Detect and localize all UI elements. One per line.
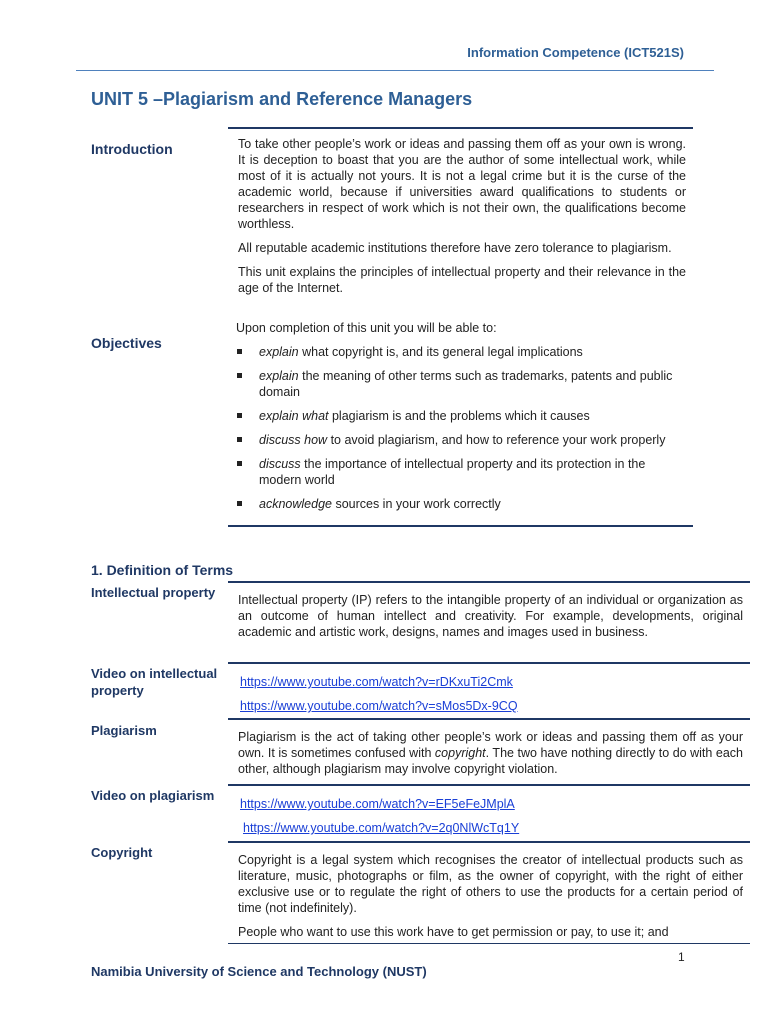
objectives-lead: Upon completion of this unit you will be able to: bbox=[236, 321, 497, 335]
video-plagiarism-link[interactable]: https://www.youtube.com/watch?v=2q0NlWcTq1Y bbox=[243, 821, 520, 835]
video-ip-link[interactable]: https://www.youtube.com/watch?v=sMos5Dx-9CQ bbox=[240, 699, 518, 713]
intro-paragraph: This unit explains the principles of intellectual property and their relevance in the age of the Internet. bbox=[238, 265, 686, 295]
copyright-paragraph: People who want to use this work have to get permission or pay, to use it; and bbox=[238, 925, 669, 939]
plagiarism-label: Plagiarism bbox=[91, 723, 157, 738]
objective-item: explain what plagiarism is and the problems which it causes bbox=[236, 408, 676, 424]
header-divider bbox=[76, 70, 714, 71]
objective-item: explain the meaning of other terms such as trademarks, patents and public domain bbox=[236, 368, 676, 400]
copyright-label: Copyright bbox=[91, 845, 153, 860]
video-ip-bottom-rule bbox=[228, 718, 750, 720]
objectives-label: Objectives bbox=[91, 335, 162, 351]
unit-title: UNIT 5 –Plagiarism and Reference Managers bbox=[91, 89, 473, 109]
objective-item: discuss how to avoid plagiarism, and how to reference your work properly bbox=[236, 432, 676, 448]
footer-institution: Namibia University of Science and Technology (NUST) bbox=[91, 964, 427, 979]
video-plagiarism-link[interactable]: https://www.youtube.com/watch?v=EF5eFeJMplA bbox=[240, 797, 515, 811]
copyright-text bbox=[238, 852, 743, 948]
copyright-paragraph: Copyright is a legal system which recognises the creator of intellectual products such as literature, music, photographs or film, as the owner of copyright, with the right of either exclusive use or to regulate the right of others to use the products for a certain period of time (not indefinitely). bbox=[238, 853, 743, 915]
objective-item: acknowledge sources in your work correctly bbox=[236, 496, 676, 512]
intro-paragraph: All reputable academic institutions therefore have zero tolerance to plagiarism. bbox=[238, 241, 672, 255]
video-plagiarism-bottom-rule bbox=[228, 841, 750, 843]
ip-bottom-rule bbox=[228, 662, 750, 664]
objectives-list bbox=[236, 344, 676, 520]
introduction-label: Introduction bbox=[91, 141, 173, 157]
ip-text: Intellectual property (IP) refers to the intangible property of an individual or organization as an outcome of human intellect and creativity. For example, developments, original academic and artistic work, designs, names and images used in business. bbox=[238, 593, 743, 639]
ip-top-rule bbox=[228, 581, 750, 583]
video-ip-label: Video on intellectual property bbox=[91, 666, 218, 698]
page-number: 1 bbox=[678, 950, 685, 964]
intro-text bbox=[238, 136, 686, 304]
intro-paragraph: To take other people’s work or ideas and passing them off as your own is wrong. It is deception to boast that you are the author of some intellectual work, while most of it is actually not yours. It is not a legal crime but it is the curse of the academic world, because if universities award qualifications to students or researchers in respect of work which is not their own, the qualifications become worthless. bbox=[238, 137, 686, 231]
ip-label: Intellectual property bbox=[91, 585, 216, 600]
course-header: Information Competence (ICT521S) bbox=[467, 45, 684, 60]
definitions-heading: 1. Definition of Terms bbox=[91, 562, 234, 578]
video-ip-link[interactable]: https://www.youtube.com/watch?v=rDKxuTi2Cmk bbox=[240, 675, 513, 689]
intro-top-rule bbox=[228, 127, 693, 129]
plagiarism-bottom-rule bbox=[228, 784, 750, 786]
page-bottom-rule bbox=[228, 943, 750, 944]
objective-item: discuss the importance of intellectual property and its protection in the modern world bbox=[236, 456, 676, 488]
objectives-bottom-rule bbox=[228, 525, 693, 527]
video-plagiarism-label: Video on plagiarism bbox=[91, 788, 215, 803]
plagiarism-text: Plagiarism is the act of taking other people’s work or ideas and passing them off as your own. It is sometimes confused with copyright. The two have nothing directly to do with each other, although plagiarism may involve copyright violation. bbox=[238, 730, 743, 776]
objective-item: explain what copyright is, and its general legal implications bbox=[236, 344, 676, 360]
